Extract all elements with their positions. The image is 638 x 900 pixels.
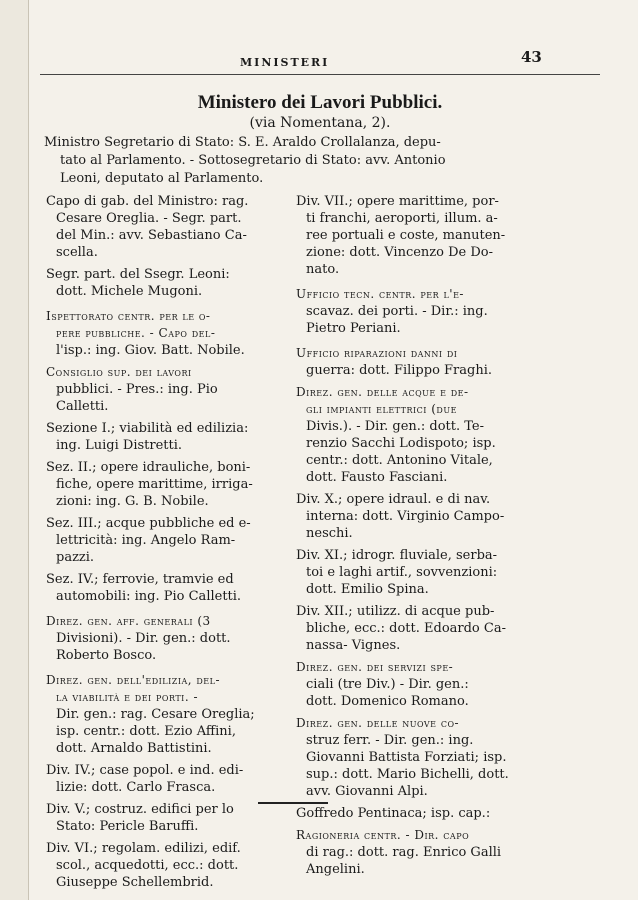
left-column <box>46 193 304 896</box>
intro-paragraph <box>44 134 600 188</box>
directory-entry: Direz. gen. delle nuove co- struz ferr. - Dir. gen.: ing. Giovanni Battista Forziati; isp. sup.: dott. Mario Bichelli, dott. avv. Giovanni Alpi. <box>296 716 509 799</box>
footer-rule <box>258 802 328 804</box>
directory-entry: Sez. II.; opere idrauliche, boni- fiche, opere marittime, irriga- zioni: ing. G. B. Nobile. <box>46 460 253 509</box>
directory-entry: Ufficio tecn. centr. per l'e- scavaz. dei porti. - Dir.: ing. Pietro Periani. <box>296 287 488 336</box>
adjacent-page-edge <box>0 0 29 900</box>
directory-entry: Sezione I.; viabilità ed edilizia: ing. Luigi Distretti. <box>46 421 249 453</box>
directory-entry: Ispettorato centr. per le o- pere pubbliche. - Capo del- l'isp.: ing. Giov. Batt. Nobile. <box>46 309 245 358</box>
page-title: Ministero dei Lavori Pubblici. <box>197 92 443 113</box>
intro-line: Leoni, deputato al Parlamento. <box>60 171 264 186</box>
intro-line: tato al Parlamento. - Sottosegretario di Stato: avv. Antonio <box>60 153 446 168</box>
header-rule <box>40 74 600 75</box>
directory-entry: Sez. IV.; ferrovie, tramvie ed automobili: ing. Pio Calletti. <box>46 572 242 604</box>
directory-entry: Goffredo Pentinaca; isp. cap.: <box>296 806 491 821</box>
directory-entry: Div. IV.; case popol. e ind. edi- lizie: dott. Carlo Frasca. <box>46 763 244 795</box>
directory-entry: Segr. part. del Ssegr. Leoni: dott. Michele Mugoni. <box>46 267 230 299</box>
right-column <box>296 193 550 883</box>
directory-entry: Div. X.; opere idraul. e di nav. interna: dott. Virginio Campo- neschi. <box>296 492 505 541</box>
directory-entry: Consiglio sup. dei lavori pubblici. - Pres.: ing. Pio Calletti. <box>46 365 218 414</box>
directory-entry: Div. XII.; utilizz. di acque pub- bliche, ecc.: dott. Edoardo Ca- nassa- Vignes. <box>296 604 506 653</box>
directory-entry: Div. VII.; opere marittime, por- ti franchi, aeroporti, illum. a- ree portuali e coste, manuten- zione: dott. Vincenzo De Do- nato. <box>296 194 506 277</box>
directory-entry: Sez. III.; acque pubbliche ed e- lettricità: ing. Angelo Ram- pazzi. <box>46 516 251 565</box>
running-head: MINISTERI <box>240 56 330 69</box>
directory-entry: Direz. gen. aff. generali (3 Divisioni). - Dir. gen.: dott. Roberto Bosco. <box>46 614 231 663</box>
directory-entry: Direz. gen. delle acque e de- gli impianti elettrici (due Divis.). - Dir. gen.: dott. Te- renzio Sacchi Lodispoto; isp. centr.: dott. Antonino Vitale, dott. Fausto Fasciani. <box>296 385 496 485</box>
directory-entry: Direz. gen. dei servizi spe- ciali (tre Div.) - Dir. gen.: dott. Domenico Romano. <box>296 660 469 709</box>
intro-line: Ministro Segretario di Stato: S. E. Araldo Crollalanza, depu- <box>44 135 441 150</box>
directory-entry: Div. VI.; regolam. edilizi, edif. scol., acquedotti, ecc.: dott. Giuseppe Schellembrid. <box>46 841 241 890</box>
directory-entry: Ragioneria centr. - Dir. capo di rag.: dott. rag. Enrico Galli Angelini. <box>296 828 502 877</box>
page-subtitle: (via Nomentana, 2). <box>249 115 391 131</box>
directory-entry: Div. V.; costruz. edifici per lo Stato: Pericle Baruffi. <box>46 802 234 834</box>
directory-entry: Ufficio riparazioni danni di guerra: dott. Filippo Fraghi. <box>296 346 493 378</box>
directory-entry: Direz. gen. dell'edilizia, del- la viabilità e dei porti. - Dir. gen.: rag. Cesare Oreglia; isp. centr.: dott. Ezio Affini, dott. Arnaldo Battistini. <box>46 673 255 756</box>
directory-entry: Capo di gab. del Ministro: rag. Cesare Oreglia. - Segr. part. del Min.: avv. Sebastiano Ca- scella. <box>46 194 249 260</box>
directory-entry: Div. XI.; idrogr. fluviale, serba- toi e laghi artif., sovvenzioni: dott. Emilio Spina. <box>296 548 498 597</box>
page-number: 43 <box>521 48 542 66</box>
